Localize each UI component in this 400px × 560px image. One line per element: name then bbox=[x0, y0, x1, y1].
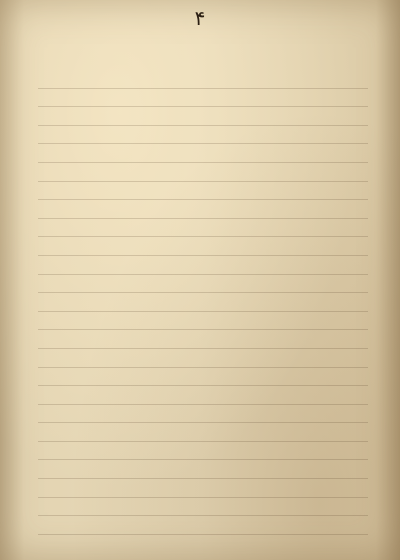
manuscript-line bbox=[38, 386, 368, 405]
manuscript-line bbox=[38, 349, 368, 368]
manuscript-line bbox=[38, 442, 368, 461]
manuscript-line bbox=[38, 182, 368, 201]
page-number: ۴ bbox=[194, 6, 206, 30]
manuscript-line bbox=[38, 219, 368, 238]
manuscript-line bbox=[38, 368, 368, 387]
basmala-header bbox=[0, 50, 400, 64]
manuscript-line bbox=[38, 256, 368, 275]
text-block bbox=[38, 70, 368, 510]
manuscript-line bbox=[38, 144, 368, 163]
manuscript-line bbox=[38, 293, 368, 312]
manuscript-line bbox=[38, 89, 368, 108]
manuscript-line bbox=[38, 126, 368, 145]
footer-note bbox=[28, 532, 58, 546]
manuscript-line bbox=[38, 516, 368, 535]
manuscript-line bbox=[38, 200, 368, 219]
manuscript-line bbox=[38, 163, 368, 182]
manuscript-line bbox=[38, 312, 368, 331]
manuscript-line bbox=[38, 479, 368, 498]
manuscript-line bbox=[38, 460, 368, 479]
manuscript-line bbox=[38, 405, 368, 424]
manuscript-line bbox=[38, 275, 368, 294]
manuscript-line bbox=[38, 70, 368, 89]
manuscript-line bbox=[38, 107, 368, 126]
manuscript-line bbox=[38, 237, 368, 256]
manuscript-line bbox=[38, 498, 368, 517]
manuscript-line bbox=[38, 423, 368, 442]
manuscript-line bbox=[38, 330, 368, 349]
